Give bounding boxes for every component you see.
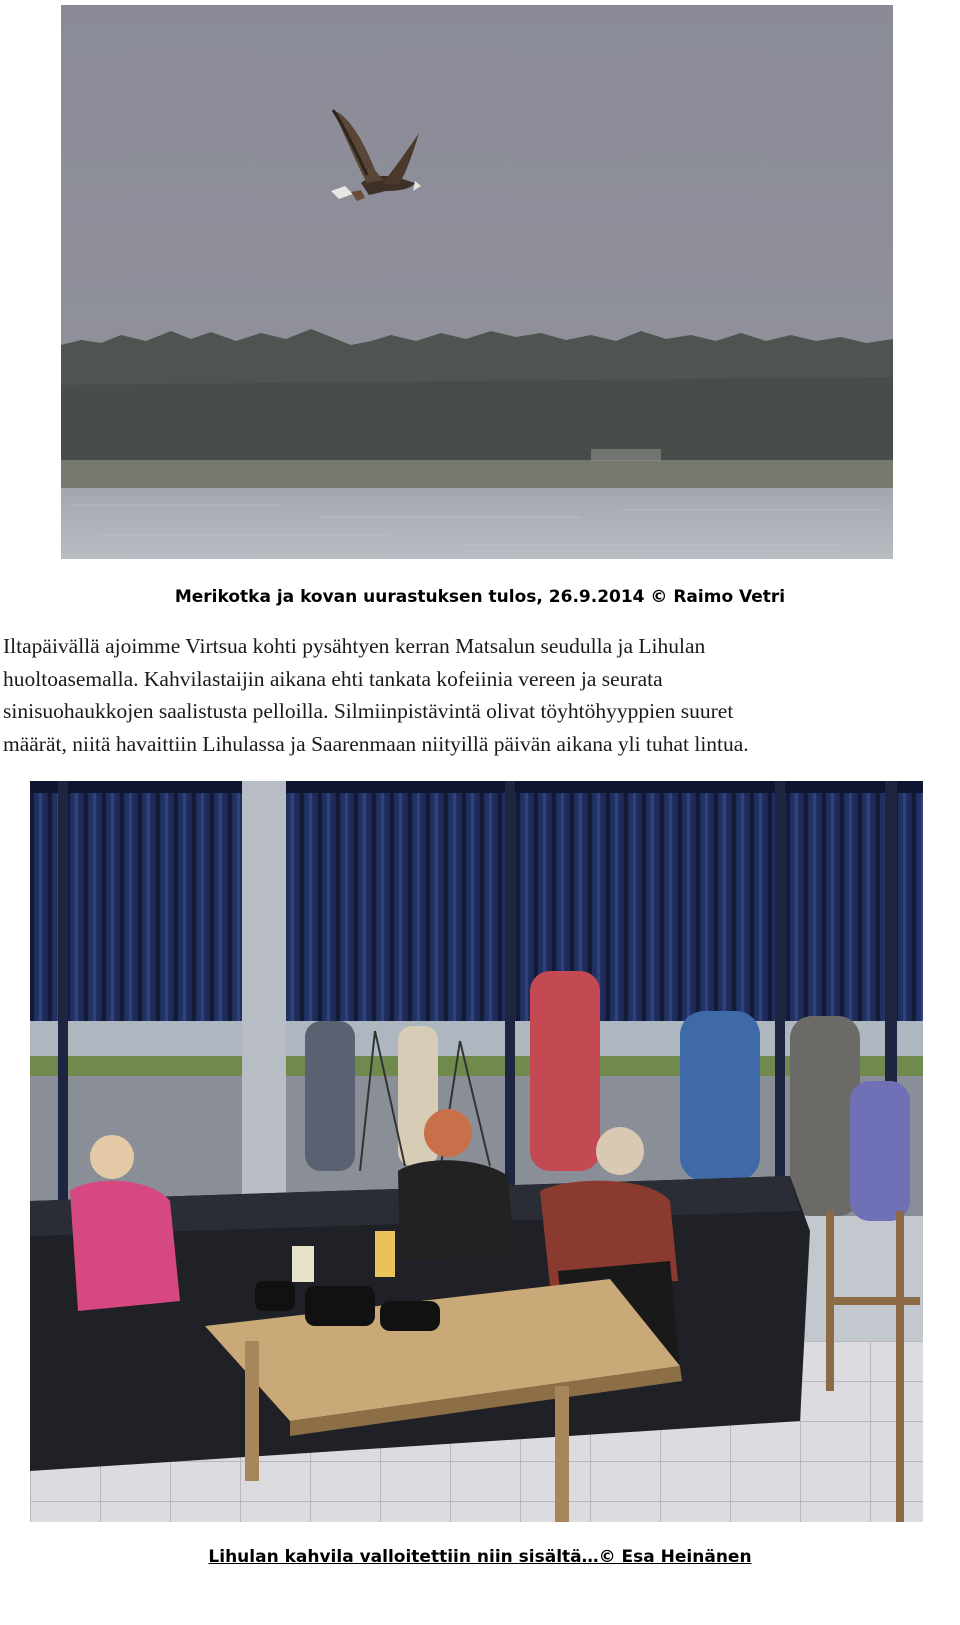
eagle-photo-image bbox=[61, 5, 893, 559]
cafe-photo-caption: Lihulan kahvila valloitettiin niin sisältä…© Esa Heinänen bbox=[208, 1547, 752, 1567]
body-paragraph bbox=[3, 630, 953, 760]
body-line: määrät, niitä havaittiin Lihulassa ja Saarenmaan niityillä päivän aikana yli tuhat lintua. bbox=[3, 731, 749, 756]
eagle-photo-caption: Merikotka ja kovan uurastuksen tulos, 26.9.2014 © Raimo Vetri bbox=[174, 587, 786, 607]
body-line: Iltapäivällä ajoimme Virtsua kohti pysähtyen kerran Matsalun seudulla ja Lihulan bbox=[3, 634, 706, 658]
cafe-photo bbox=[30, 781, 923, 1522]
eagle-photo bbox=[61, 5, 893, 559]
body-line: sinisuohaukkojen saalistusta pelloilla. Silmiinpistävintä olivat töyhtöhyyppien suuret bbox=[3, 699, 734, 723]
body-line: huoltoasemalla. Kahvilastaijin aikana ehti tankata kofeiinia vereen ja seurata bbox=[3, 666, 663, 691]
cafe-photo-image bbox=[30, 781, 923, 1522]
